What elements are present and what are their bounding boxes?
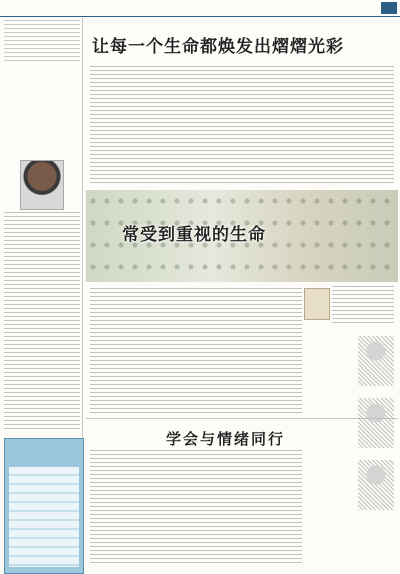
- feature-headline: 常受到重视的生命: [122, 225, 266, 245]
- portrait-sketch: [358, 398, 394, 448]
- author-photo: [20, 160, 64, 210]
- main-article-text: [90, 66, 394, 184]
- promo-box: [4, 438, 84, 574]
- page-header: [0, 0, 400, 17]
- book-cover: [304, 288, 330, 320]
- column-article-text: [4, 212, 80, 432]
- lower-headline: 学会与情绪同行: [166, 430, 286, 448]
- right-sidebar: [302, 270, 398, 570]
- promo-table: [9, 467, 79, 567]
- intro-blurb: [4, 20, 80, 62]
- main-headline: 让每一个生命都焕发出熠熠光彩: [92, 37, 344, 57]
- portrait-sketch: [358, 460, 394, 510]
- book-note: [332, 286, 394, 326]
- page-number: [381, 2, 397, 14]
- lower-article-text: [90, 450, 302, 566]
- portrait-sketch: [358, 336, 394, 386]
- left-column: [2, 18, 83, 570]
- feature-article-text: [90, 288, 302, 414]
